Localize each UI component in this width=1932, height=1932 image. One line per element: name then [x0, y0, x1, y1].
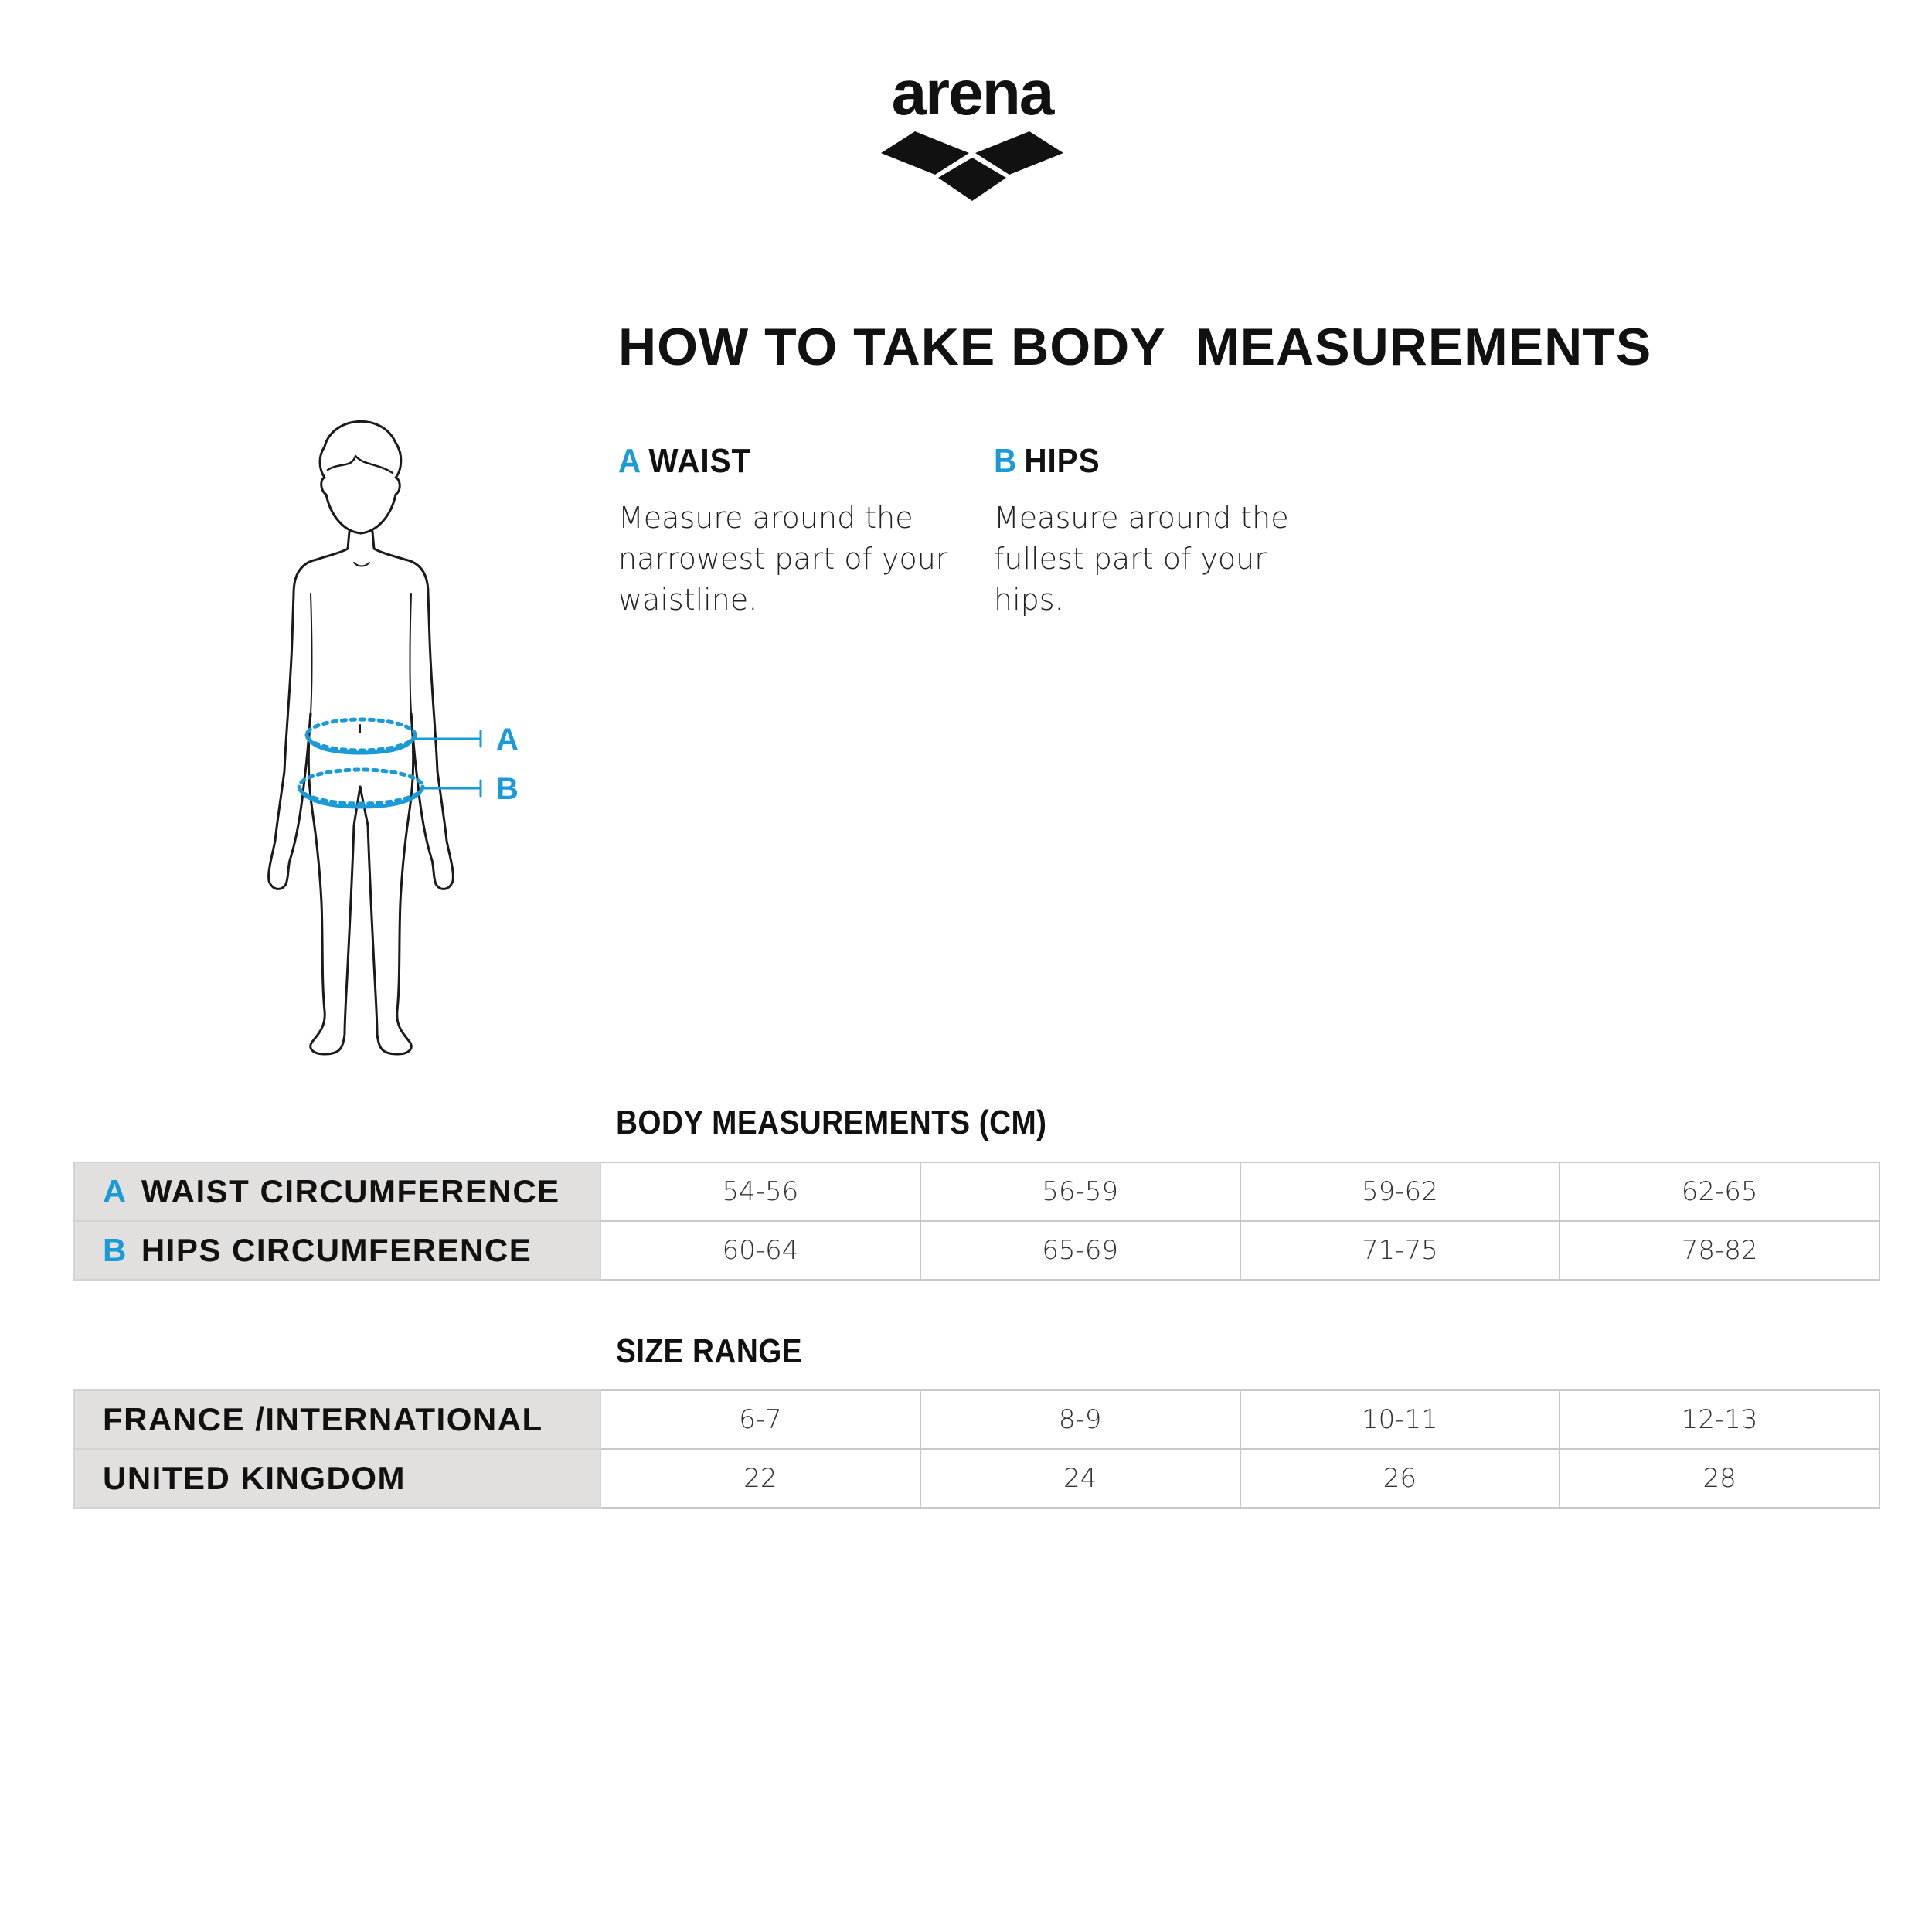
arena-logo	[879, 68, 1065, 207]
body-measurements-table	[73, 1162, 1880, 1281]
waist-line-3: waistline.	[618, 583, 758, 617]
hips-line-3: hips.	[994, 583, 1064, 617]
page-title: HOW TO TAKE BODY MEASUREMENTS	[618, 318, 1652, 376]
table-cell: 24	[920, 1449, 1240, 1508]
table-cell: 62-65	[1560, 1162, 1879, 1221]
table-cell: 59-62	[1240, 1162, 1560, 1221]
table-cell: 71-75	[1240, 1221, 1560, 1280]
marker-a: A	[496, 723, 519, 757]
table-cell: 6-7	[600, 1390, 920, 1449]
hips-row-letter: B	[103, 1232, 128, 1268]
hips-heading	[994, 442, 1307, 481]
table-cell: 56-59	[920, 1162, 1240, 1221]
hips-line-2: fullest part of your	[994, 542, 1267, 576]
child-figure-illustration	[216, 408, 541, 1073]
table-cell: 22	[600, 1449, 920, 1508]
body-measurements-title: BODY MEASUREMENTS (CM)	[616, 1104, 1047, 1141]
table-cell: 78-82	[1560, 1221, 1879, 1280]
waist-instruction	[618, 442, 958, 621]
waist-row-text: WAIST CIRCUMFERENCE	[141, 1173, 560, 1209]
table-cell: 8-9	[920, 1390, 1240, 1449]
marker-b: B	[496, 772, 519, 806]
size-range-title: SIZE RANGE	[616, 1332, 803, 1370]
table-cell: 28	[1560, 1449, 1879, 1508]
table-cell: 10-11	[1240, 1390, 1560, 1449]
arena-logo-mark	[879, 68, 1065, 207]
arena-logo-text: arena	[891, 68, 1053, 128]
hips-letter: B	[994, 442, 1018, 480]
table-row	[74, 1162, 1879, 1221]
size-range-table	[73, 1389, 1880, 1509]
waist-line-2: narrowest part of your	[618, 542, 948, 576]
table-cell: 60-64	[600, 1221, 920, 1280]
hips-instruction	[994, 442, 1334, 621]
table-cell: 26	[1240, 1449, 1560, 1508]
waist-heading-text: WAIST	[648, 442, 752, 480]
waist-description	[618, 498, 958, 621]
hips-description	[994, 498, 1334, 621]
hips-heading-text: HIPS	[1024, 442, 1100, 480]
table-row	[74, 1449, 1879, 1508]
hips-line-1: Measure around the	[994, 501, 1289, 535]
table-cell: 12-13	[1560, 1390, 1879, 1449]
uk-row-label: UNITED KINGDOM	[74, 1449, 600, 1508]
hips-row-text: HIPS CIRCUMFERENCE	[141, 1232, 532, 1268]
waist-heading	[618, 442, 931, 481]
table-row	[74, 1390, 1879, 1449]
table-cell: 65-69	[920, 1221, 1240, 1280]
waist-row-label	[74, 1162, 600, 1221]
table-cell: 54-56	[600, 1162, 920, 1221]
france-row-label: FRANCE /INTERNATIONAL	[74, 1390, 600, 1449]
table-row	[74, 1221, 1879, 1280]
hips-row-label	[74, 1221, 600, 1280]
waist-line-1: Measure around the	[618, 501, 913, 535]
waist-letter: A	[618, 442, 642, 480]
waist-row-letter: A	[103, 1173, 128, 1209]
